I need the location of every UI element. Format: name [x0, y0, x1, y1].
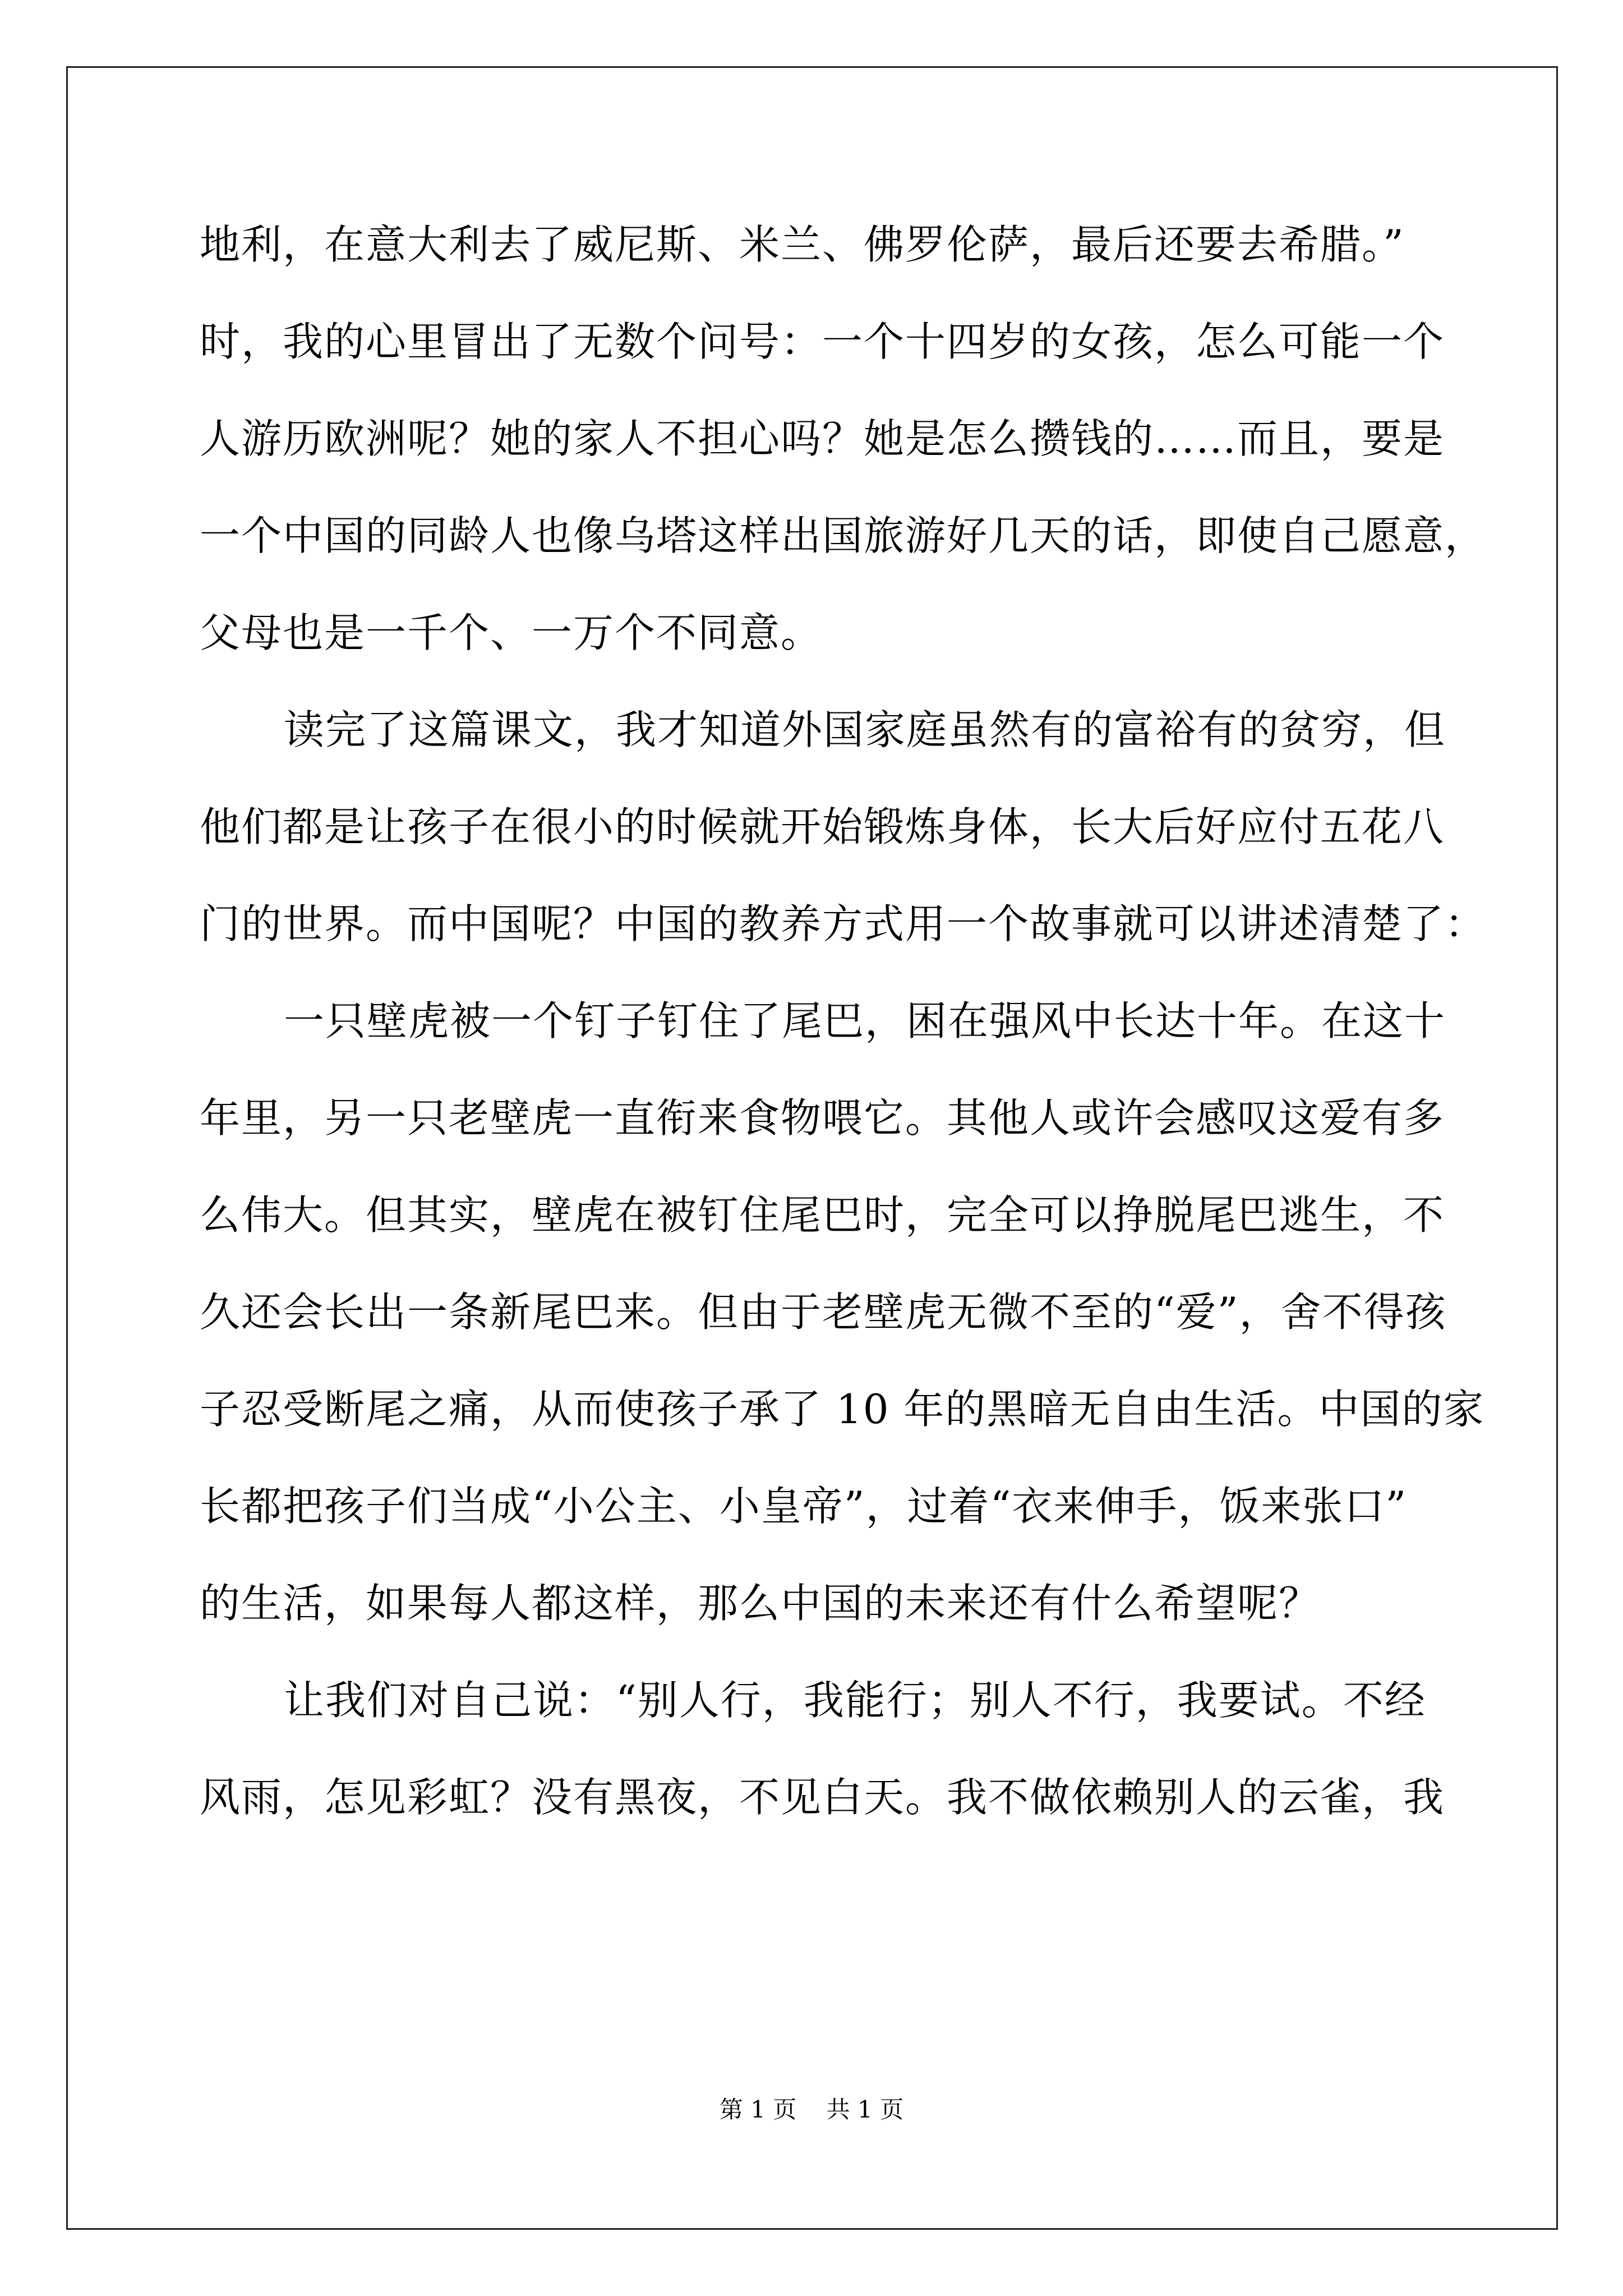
text-line: 读完了这篇课文，我才知道外国家庭虽然有的富裕有的贫穷，但 — [284, 706, 1446, 753]
page-footer — [0, 2091, 1623, 2125]
text-line: 让我们对自己说：“别人行，我能行；别人不行，我要试。不经 — [284, 1677, 1426, 1724]
text-line: 长都把孩子们当成“小公主、小皇帝”，过着“衣来伸手，饭来张口” — [200, 1483, 1408, 1530]
text-line: 的生活，如果每人都这样，那么中国的未来还有什么希望呢？ — [200, 1580, 1321, 1627]
text-line: 风雨，怎见彩虹？没有黑夜，不见白天。我不做依赖别人的云雀，我 — [200, 1774, 1445, 1821]
page-total-label: 共 1 页 — [826, 2096, 904, 2123]
text-line: 年里，另一只老壁虎一直衔来食物喂它。其他人或许会感叹这爱有多 — [200, 1094, 1445, 1142]
text-line: 门的世界。而中国呢？中国的教养方式用一个故事就可以讲述清楚了： — [200, 900, 1487, 947]
text-line: 一个中国的同龄人也像乌塔这样出国旅游好几天的话，即使自己愿意， — [200, 512, 1487, 559]
text-line: 父母也是一千个、一万个不同意。 — [200, 609, 823, 656]
text-line: 地利，在意大利去了威尼斯、米兰、佛罗伦萨，最后还要去希腊。” — [200, 221, 1405, 268]
document-body — [200, 196, 1487, 1846]
text-line: 他们都是让孩子在很小的时候就开始锻炼身体，长大后好应付五花八 — [200, 803, 1445, 850]
text-line: 么伟大。但其实，壁虎在被钉住尾巴时，完全可以挣脱尾巴逃生，不 — [200, 1191, 1445, 1239]
page-current-label: 第 1 页 — [719, 2096, 797, 2123]
text-line: 一只壁虎被一个钉子钉住了尾巴，困在强风中长达十年。在这十 — [284, 997, 1446, 1045]
text-line: 人游历欧洲呢？她的家人不担心吗？她是怎么攒钱的……而且，要是 — [200, 415, 1445, 462]
text-line: 时，我的心里冒出了无数个问号：一个十四岁的女孩，怎么可能一个 — [200, 318, 1445, 365]
text-line: 久还会长出一条新尾巴来。但由于老壁虎无微不至的“爱”，舍不得孩 — [200, 1289, 1447, 1336]
text-line: 子忍受断尾之痛，从而使孩子承了 10 年的黑暗无自由生活。中国的家 — [200, 1386, 1485, 1433]
